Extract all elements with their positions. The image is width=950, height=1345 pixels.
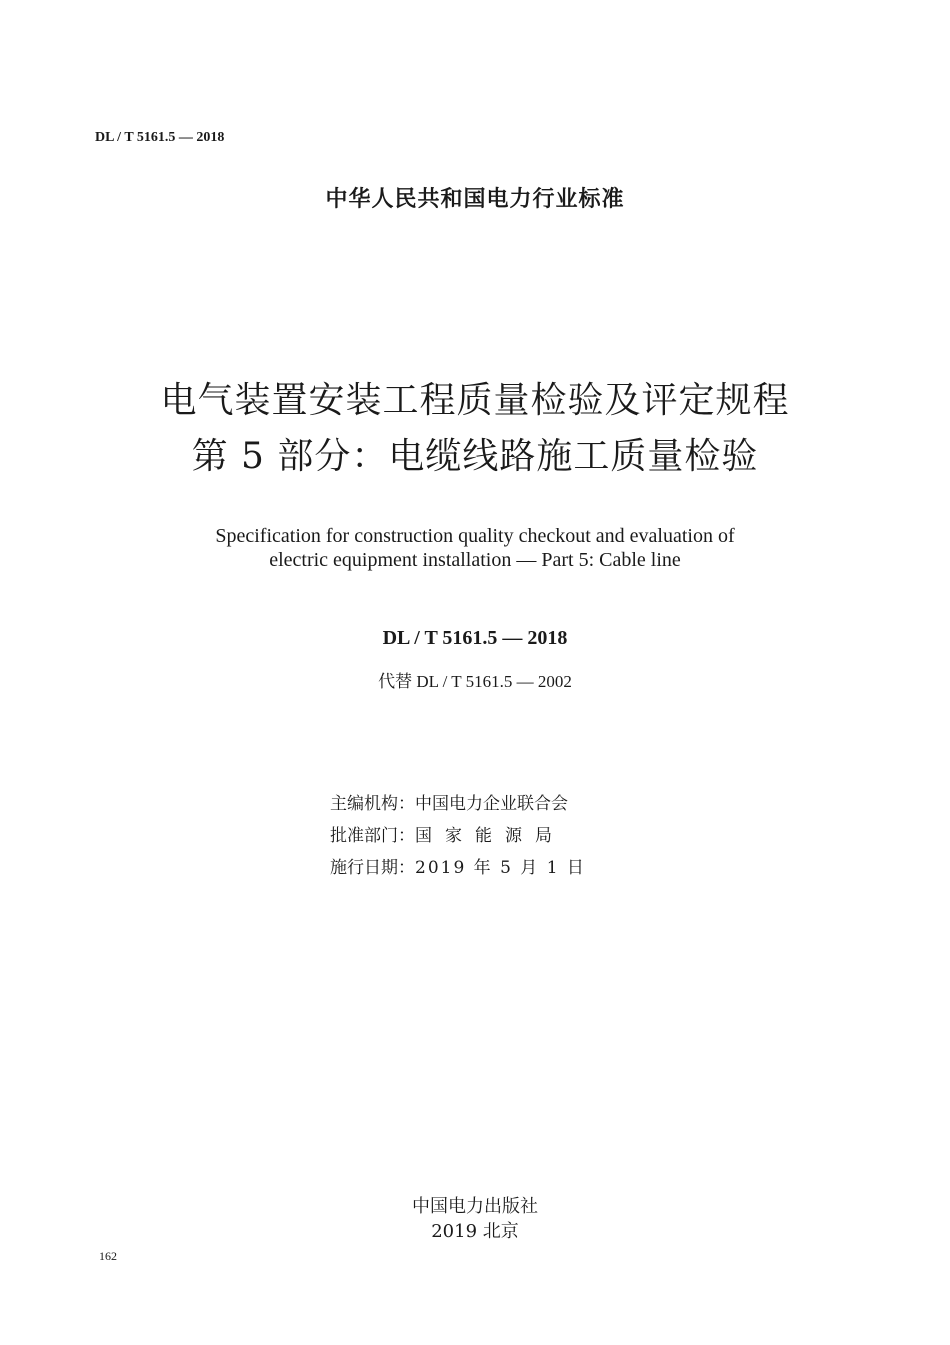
standard-type-heading: 中华人民共和国电力行业标准: [325, 187, 625, 212]
approval-department-value: 国家能源局: [415, 826, 565, 846]
effective-date-label: 施行日期：: [330, 858, 415, 878]
effective-date-row: [330, 853, 586, 878]
top-doc-id: DL / T 5161.5 — 2018: [95, 130, 225, 145]
replaces-standard: 代替 DL / T 5161.5 — 2002: [378, 672, 572, 691]
approval-department-row: [330, 821, 565, 846]
title-english-line-1: Specification for construction quality checkout and evaluation of: [215, 525, 735, 547]
publication-year-place: 2019 北京: [431, 1221, 519, 1242]
editing-organization-row: [330, 789, 568, 814]
effective-date-value: 2019 年 5 月 1 日: [415, 858, 586, 878]
title-chinese-line-2: 第 5 部分：电缆线路施工质量检验: [191, 436, 759, 477]
standard-code: DL / T 5161.5 — 2018: [382, 627, 568, 649]
editing-organization-label: 主编机构：: [330, 794, 415, 814]
title-english-line-2: electric equipment installation — Part 5: Cable line: [269, 549, 681, 571]
page-number: 162: [99, 1249, 117, 1263]
publisher-name: 中国电力出版社: [412, 1196, 538, 1217]
editing-organization-value: 中国电力企业联合会: [415, 794, 568, 814]
title-chinese-line-1: 电气装置安装工程质量检验及评定规程: [160, 380, 790, 421]
approval-department-label: 批准部门：: [330, 826, 415, 846]
